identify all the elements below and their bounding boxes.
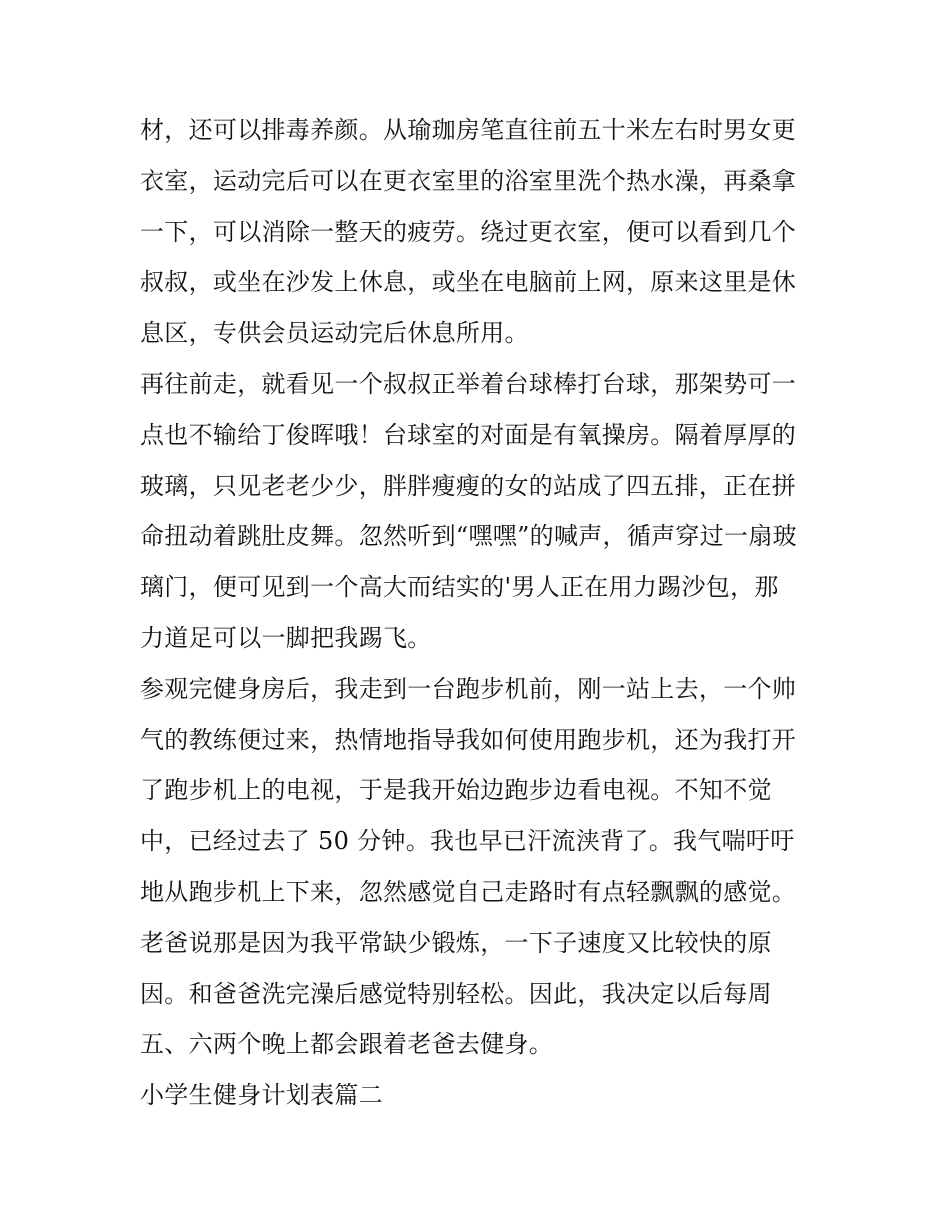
document-body [140, 111, 830, 1127]
text-line: 气的教练便过来，热情地指导我如何使用跑步机，还为我打开 [140, 725, 797, 754]
text-line: 因。和爸爸洗完澡后感觉特别轻松。因此，我决定以后每周 [140, 979, 772, 1008]
text-line: 璃门，便可见到一个高大而结实的'男人正在用力踢沙包，那 [140, 573, 779, 602]
text-line: 衣室，运动完后可以在更衣室里的浴室里洗个热水澡，再桑拿 [140, 166, 797, 195]
text-line: 命扭动着跳肚皮舞。忽然听到“嘿嘿”的喊声，循声穿过一扇玻 [140, 522, 797, 551]
text-line: 地从跑步机上下来，忽然感觉自己走路时有点轻飘飘的感觉。 [140, 877, 797, 906]
section-heading: 小学生健身计划表篇二 [140, 1081, 383, 1110]
text-line: 点也不输给丁俊晖哦！台球室的对面是有氧操房。隔着厚厚的 [140, 420, 797, 449]
text-line: 材，还可以排毒养颜。从瑜珈房笔直往前五十米左右时男女更 [140, 116, 797, 144]
text-line: 玻璃，只见老老少少，胖胖瘦瘦的女的站成了四五排，正在拼 [140, 471, 797, 500]
text-line: 了跑步机上的电视，于是我开始边跑步边看电视。不知不觉 [140, 776, 772, 805]
text-line: 再往前走，就看见一个叔叔正举着台球棒打台球，那架势可一 [140, 369, 797, 398]
text-line: 中，已经过去了 50 分钟。我也早已汗流浃背了。我气喘吁吁 [140, 827, 795, 856]
text-line: 息区，专供会员运动完后休息所用。 [140, 319, 529, 348]
text-line: 五、六两个晚上都会跟着老爸去健身。 [140, 1030, 554, 1059]
text-line: 老爸说那是因为我平常缺少锻炼，一下子速度又比较快的原 [140, 928, 772, 957]
text-line: 一下，可以消除一整天的疲劳。绕过更衣室，便可以看到几个 [140, 217, 797, 246]
text-line: 叔叔，或坐在沙发上休息，或坐在电脑前上网，原来这里是休 [140, 268, 797, 297]
text-line: 力道足可以一脚把我踢飞。 [140, 623, 432, 652]
text-line: 参观完健身房后，我走到一台跑步机前，刚一站上去，一个帅 [140, 674, 797, 703]
